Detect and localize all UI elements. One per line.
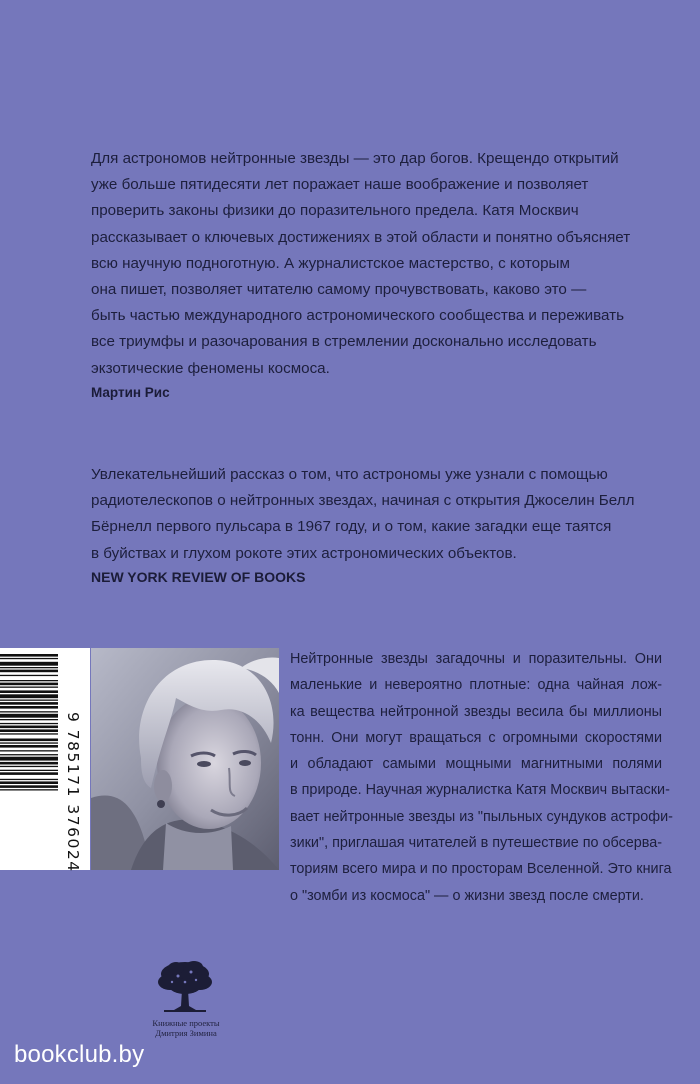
barcode-bar <box>0 754 58 755</box>
quote-line: Увлекательнейший рассказ о том, что астрономы уже узнали с помощью <box>91 466 608 483</box>
barcode-bar <box>0 719 58 720</box>
review-quote-nyrb <box>91 462 651 567</box>
author-photo <box>91 648 279 870</box>
quote-line: быть частью международного астрономического сообщества и переживать <box>91 307 625 325</box>
quote-line: Для астрономов нейтронные звезды — это дар богов. Крещендо открытий <box>91 150 619 167</box>
tree-logo-icon <box>156 958 214 1014</box>
barcode-bar <box>0 770 58 771</box>
publisher-line: Книжные проекты <box>152 1018 220 1028</box>
barcode-bar <box>0 658 58 659</box>
description-line: зики", приглашая читателей в путешествие по обсерва- <box>290 835 663 852</box>
barcode-bar <box>0 742 58 743</box>
barcode-bar <box>0 750 58 751</box>
barcode-bar <box>0 700 58 701</box>
barcode-bar <box>0 726 58 729</box>
barcode-bar <box>0 654 58 657</box>
quote-line: радиотелескопов о нейтронных звездах, начиная с открытия Джоселин Белл <box>91 492 635 510</box>
review-quote-rees <box>91 146 631 382</box>
barcode-bar <box>0 690 58 693</box>
barcode-bar <box>0 745 58 748</box>
barcode-bar <box>0 667 58 668</box>
barcode-bar <box>0 739 58 742</box>
description-line: ториям всего мира и по просторам Вселенной. Это книга <box>290 861 672 878</box>
book-description <box>290 646 673 909</box>
quote-line: в буйствах и глухом рокоте этих астрономических объектов. <box>91 544 517 562</box>
barcode-bar <box>0 785 58 788</box>
barcode-bar <box>0 680 58 681</box>
isbn-number: 9 785171 376024 <box>64 712 82 873</box>
barcode-bar <box>0 675 58 676</box>
barcode-bar <box>0 687 58 688</box>
quote-line: уже больше пятидесяти лет поражает наше воображение и позволяет <box>91 176 589 194</box>
description-line: о "зомби из космоса" — о жизни звезд после смерти. <box>290 887 644 904</box>
barcode-bar <box>0 766 58 767</box>
barcode-bar <box>0 706 58 709</box>
barcode-bar <box>0 757 58 761</box>
barcode <box>0 648 90 873</box>
quote-line: рассказывает о ключевых достижениях в этой области и понятно объясняет <box>91 228 631 246</box>
description-line: вает нейтронные звезды из "пыльных сундуков астрофи- <box>290 808 673 825</box>
description-line: ка вещества нейтронной звезды весила бы миллионы <box>290 703 662 720</box>
quote-line: экзотические феномены космоса. <box>91 359 330 377</box>
barcode-bar <box>0 694 58 698</box>
quote-author-rees: Мартин Рис <box>91 385 170 400</box>
description-line: Нейтронные звезды загадочны и поразительны. Они <box>290 651 662 667</box>
quote-line: все триумфы и разочарования в стремлении досконально исследовать <box>91 333 597 351</box>
publisher-line: Дмитрия Зимина <box>155 1028 217 1038</box>
barcode-bar <box>0 670 58 673</box>
barcode-bar <box>0 762 58 765</box>
quote-line: она пишет, позволяет читателю самому прочувствовать, каково это — <box>91 281 587 299</box>
description-line: и обладают самыми мощными магнитными полями <box>290 756 662 773</box>
description-line: в природе. Научная журналистка Катя Москвич вытаски- <box>290 782 670 799</box>
barcode-bar <box>0 781 58 784</box>
barcode-bar <box>0 683 58 686</box>
barcode-bar <box>0 702 58 705</box>
barcode-bar <box>0 662 58 666</box>
quote-author-nyrb: NEW YORK REVIEW OF BOOKS <box>91 569 306 585</box>
description-line: маленькие и невероятно плотные: одна чайная лож- <box>290 677 662 694</box>
barcode-bar <box>0 789 58 790</box>
barcode-bar <box>0 714 58 718</box>
quote-line: всю научную подноготную. А журналистское мастерство, с которым <box>91 254 570 272</box>
quote-line: проверить законы физики до поразительного предела. Катя Москвич <box>91 202 579 220</box>
barcode-bar <box>0 733 58 734</box>
barcode-bar <box>0 729 58 732</box>
watermark: bookclub.by <box>14 1041 145 1068</box>
barcode-bar <box>0 779 58 780</box>
barcode-bar <box>0 711 58 712</box>
description-line: тонн. Они могут вращаться с огромными скоростями <box>290 729 662 746</box>
barcode-bar <box>0 723 58 724</box>
barcode-bar <box>0 772 58 775</box>
quote-line: Бёрнелл первого пульсара в 1967 году, и о том, какие загадки еще таятся <box>91 518 612 536</box>
publisher-name <box>130 1018 242 1038</box>
barcode-bars <box>0 648 60 870</box>
